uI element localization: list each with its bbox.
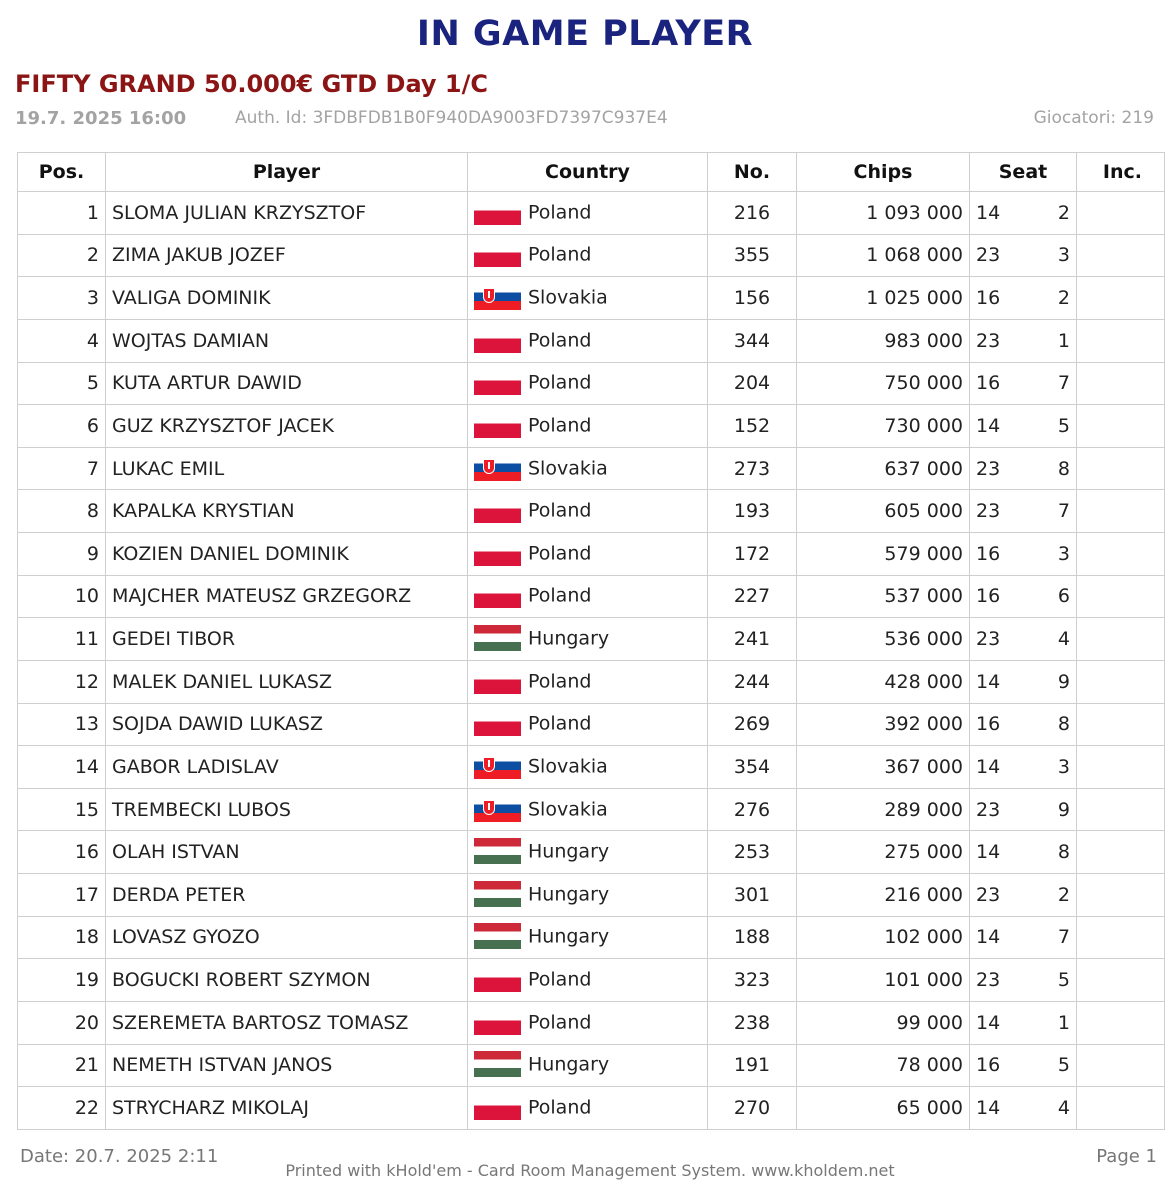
- row-seat: [970, 277, 1077, 320]
- row-pos: 14: [18, 746, 106, 789]
- row-chips: 102 000: [797, 916, 970, 959]
- players-count: Giocatori: 219: [1033, 108, 1154, 128]
- row-table-number: 23: [976, 883, 1001, 906]
- row-number: 355: [708, 234, 797, 277]
- row-country: [468, 319, 708, 362]
- row-inc: [1077, 234, 1165, 277]
- row-chips: 216 000: [797, 874, 970, 917]
- header-row: [18, 153, 1165, 192]
- col-header-player: Player: [106, 153, 468, 192]
- row-table-number: 23: [976, 969, 1001, 992]
- table-row: [18, 916, 1165, 959]
- row-number: 216: [708, 192, 797, 235]
- row-seat: [970, 831, 1077, 874]
- row-inc: [1077, 192, 1165, 235]
- row-seat: [970, 660, 1077, 703]
- row-chips: 101 000: [797, 959, 970, 1002]
- row-country: [468, 788, 708, 831]
- row-seat: [970, 618, 1077, 661]
- row-seat-number: 5: [1057, 1054, 1070, 1077]
- row-chips: 730 000: [797, 405, 970, 448]
- table-row: [18, 362, 1165, 405]
- row-pos: 5: [18, 362, 106, 405]
- row-seat: [970, 874, 1077, 917]
- event-date: 19.7. 2025 16:00: [15, 108, 187, 129]
- row-table-number: 14: [976, 1011, 1001, 1034]
- row-player: OLAH ISTVAN: [106, 831, 468, 874]
- row-chips: 275 000: [797, 831, 970, 874]
- poland-flag-icon: [474, 668, 521, 694]
- slovakia-crest-icon: [483, 459, 495, 474]
- row-pos: 17: [18, 874, 106, 917]
- row-number: 253: [708, 831, 797, 874]
- row-player: MALEK DANIEL LUKASZ: [106, 660, 468, 703]
- row-pos: 11: [18, 618, 106, 661]
- poland-flag-icon: [474, 497, 521, 523]
- poland-flag-icon: [474, 412, 521, 438]
- poland-flag-icon: [474, 1094, 521, 1120]
- table-row: [18, 490, 1165, 533]
- row-number: 152: [708, 405, 797, 448]
- row-chips: 983 000: [797, 319, 970, 362]
- row-seat-number: 5: [1057, 969, 1070, 992]
- auth-id: Auth. Id: 3FDBFDB1B0F940DA9003FD7397C937E4: [235, 108, 668, 128]
- row-inc: [1077, 788, 1165, 831]
- row-player: ZIMA JAKUB JOZEF: [106, 234, 468, 277]
- slovakia-flag-icon: [474, 455, 521, 481]
- row-pos: 22: [18, 1087, 106, 1130]
- row-seat-number: 8: [1057, 841, 1070, 864]
- row-pos: 15: [18, 788, 106, 831]
- row-country: [468, 618, 708, 661]
- row-country-label: Poland: [528, 371, 592, 394]
- row-country-label: Hungary: [528, 925, 610, 948]
- row-seat-number: 7: [1057, 500, 1070, 523]
- row-seat: [970, 959, 1077, 1002]
- row-number: 193: [708, 490, 797, 533]
- row-pos: 7: [18, 447, 106, 490]
- row-country-label: Poland: [528, 1096, 592, 1119]
- row-country: [468, 831, 708, 874]
- hungary-flag-icon: [474, 923, 521, 949]
- row-player: GABOR LADISLAV: [106, 746, 468, 789]
- table-row: [18, 1044, 1165, 1087]
- row-seat-number: 7: [1057, 926, 1070, 949]
- table-row: [18, 533, 1165, 576]
- row-seat-number: 2: [1057, 201, 1070, 224]
- table-row: [18, 1001, 1165, 1044]
- row-player: WOJTAS DAMIAN: [106, 319, 468, 362]
- hungary-flag-icon: [474, 838, 521, 864]
- hungary-flag-icon: [474, 881, 521, 907]
- row-seat-number: 8: [1057, 457, 1070, 480]
- row-number: 188: [708, 916, 797, 959]
- row-table-number: 16: [976, 372, 1001, 395]
- row-country-label: Hungary: [528, 1053, 610, 1076]
- row-player: GEDEI TIBOR: [106, 618, 468, 661]
- table-row: [18, 874, 1165, 917]
- row-pos: 1: [18, 192, 106, 235]
- slovakia-flag-icon: [474, 796, 521, 822]
- footer-printed-by: Printed with kHold'em - Card Room Management System. www.kholdem.net: [285, 1161, 895, 1180]
- row-seat: [970, 192, 1077, 235]
- row-seat: [970, 490, 1077, 533]
- row-table-number: 23: [976, 457, 1001, 480]
- row-player: SZEREMETA BARTOSZ TOMASZ: [106, 1001, 468, 1044]
- row-country-label: Slovakia: [528, 755, 608, 778]
- table-row: [18, 234, 1165, 277]
- results-table: [17, 152, 1165, 1130]
- row-pos: 16: [18, 831, 106, 874]
- row-inc: [1077, 959, 1165, 1002]
- table-row: [18, 746, 1165, 789]
- row-seat-number: 4: [1057, 628, 1070, 651]
- row-number: 276: [708, 788, 797, 831]
- poland-flag-icon: [474, 540, 521, 566]
- row-country-label: Poland: [528, 201, 592, 224]
- row-table-number: 16: [976, 1054, 1001, 1077]
- row-table-number: 23: [976, 244, 1001, 267]
- row-seat-number: 7: [1057, 372, 1070, 395]
- row-player: KAPALKA KRYSTIAN: [106, 490, 468, 533]
- row-inc: [1077, 703, 1165, 746]
- hungary-flag-icon: [474, 625, 521, 651]
- row-country-label: Poland: [528, 670, 592, 693]
- col-header-pos: Pos.: [18, 153, 106, 192]
- row-seat: [970, 319, 1077, 362]
- row-inc: [1077, 746, 1165, 789]
- row-player: TREMBECKI LUBOS: [106, 788, 468, 831]
- row-seat: [970, 234, 1077, 277]
- results-body: [18, 192, 1165, 1130]
- table-row: [18, 703, 1165, 746]
- row-chips: 1 093 000: [797, 192, 970, 235]
- report-title: IN GAME PLAYER: [416, 14, 754, 54]
- row-country: [468, 1001, 708, 1044]
- poland-flag-icon: [474, 327, 521, 353]
- row-seat-number: 9: [1057, 670, 1070, 693]
- row-seat-number: 8: [1057, 713, 1070, 736]
- slovakia-flag-icon: [474, 753, 521, 779]
- row-player: SLOMA JULIAN KRZYSZTOF: [106, 192, 468, 235]
- row-country: [468, 1087, 708, 1130]
- row-number: 204: [708, 362, 797, 405]
- row-chips: 99 000: [797, 1001, 970, 1044]
- row-chips: 367 000: [797, 746, 970, 789]
- row-player: STRYCHARZ MIKOLAJ: [106, 1087, 468, 1130]
- row-number: 301: [708, 874, 797, 917]
- slovakia-flag-icon: [474, 284, 521, 310]
- row-pos: 2: [18, 234, 106, 277]
- table-row: [18, 660, 1165, 703]
- row-inc: [1077, 1087, 1165, 1130]
- row-inc: [1077, 447, 1165, 490]
- row-table-number: 16: [976, 713, 1001, 736]
- row-chips: 536 000: [797, 618, 970, 661]
- row-pos: 8: [18, 490, 106, 533]
- row-chips: 750 000: [797, 362, 970, 405]
- row-table-number: 16: [976, 542, 1001, 565]
- row-country: [468, 660, 708, 703]
- row-seat-number: 6: [1057, 585, 1070, 608]
- row-number: 172: [708, 533, 797, 576]
- row-seat: [970, 1001, 1077, 1044]
- row-inc: [1077, 405, 1165, 448]
- col-header-inc: Inc.: [1077, 153, 1165, 192]
- row-chips: 289 000: [797, 788, 970, 831]
- row-seat: [970, 703, 1077, 746]
- row-country-label: Slovakia: [528, 286, 608, 309]
- row-player: NEMETH ISTVAN JANOS: [106, 1044, 468, 1087]
- poland-flag-icon: [474, 369, 521, 395]
- row-table-number: 14: [976, 201, 1001, 224]
- row-country: [468, 746, 708, 789]
- table-row: [18, 788, 1165, 831]
- table-row: [18, 277, 1165, 320]
- row-chips: 579 000: [797, 533, 970, 576]
- row-pos: 13: [18, 703, 106, 746]
- row-seat: [970, 533, 1077, 576]
- row-country: [468, 490, 708, 533]
- row-table-number: 16: [976, 585, 1001, 608]
- row-pos: 9: [18, 533, 106, 576]
- row-country-label: Poland: [528, 243, 592, 266]
- poland-flag-icon: [474, 710, 521, 736]
- row-player: BOGUCKI ROBERT SZYMON: [106, 959, 468, 1002]
- row-chips: 428 000: [797, 660, 970, 703]
- row-player: SOJDA DAWID LUKASZ: [106, 703, 468, 746]
- row-inc: [1077, 1044, 1165, 1087]
- row-table-number: 14: [976, 926, 1001, 949]
- row-number: 344: [708, 319, 797, 362]
- row-seat: [970, 362, 1077, 405]
- row-table-number: 14: [976, 755, 1001, 778]
- row-seat-number: 3: [1057, 542, 1070, 565]
- row-country: [468, 959, 708, 1002]
- row-number: 273: [708, 447, 797, 490]
- row-number: 323: [708, 959, 797, 1002]
- row-number: 244: [708, 660, 797, 703]
- row-table-number: 23: [976, 798, 1001, 821]
- row-pos: 21: [18, 1044, 106, 1087]
- row-player: MAJCHER MATEUSZ GRZEGORZ: [106, 575, 468, 618]
- row-table-number: 23: [976, 329, 1001, 352]
- slovakia-crest-icon: [483, 800, 495, 815]
- row-seat: [970, 788, 1077, 831]
- row-inc: [1077, 490, 1165, 533]
- row-player: KUTA ARTUR DAWID: [106, 362, 468, 405]
- row-chips: 78 000: [797, 1044, 970, 1087]
- row-pos: 3: [18, 277, 106, 320]
- row-table-number: 14: [976, 1097, 1001, 1120]
- row-seat-number: 5: [1057, 414, 1070, 437]
- row-country-label: Poland: [528, 1011, 592, 1034]
- row-player: LOVASZ GYOZO: [106, 916, 468, 959]
- row-seat: [970, 405, 1077, 448]
- row-inc: [1077, 831, 1165, 874]
- row-number: 354: [708, 746, 797, 789]
- row-chips: 1 025 000: [797, 277, 970, 320]
- row-country-label: Poland: [528, 329, 592, 352]
- row-seat: [970, 916, 1077, 959]
- row-country: [468, 703, 708, 746]
- row-player: LUKAC EMIL: [106, 447, 468, 490]
- row-country-label: Slovakia: [528, 457, 608, 480]
- row-inc: [1077, 362, 1165, 405]
- row-number: 241: [708, 618, 797, 661]
- row-seat-number: 1: [1057, 1011, 1070, 1034]
- row-table-number: 16: [976, 287, 1001, 310]
- col-header-seat: Seat: [970, 153, 1077, 192]
- row-inc: [1077, 660, 1165, 703]
- row-country: [468, 916, 708, 959]
- row-chips: 1 068 000: [797, 234, 970, 277]
- row-inc: [1077, 916, 1165, 959]
- poland-flag-icon: [474, 1009, 521, 1035]
- footer-date: Date: 20.7. 2025 2:11: [20, 1146, 219, 1167]
- poland-flag-icon: [474, 199, 521, 225]
- row-pos: 12: [18, 660, 106, 703]
- slovakia-crest-icon: [483, 288, 495, 303]
- row-seat: [970, 1044, 1077, 1087]
- table-row: [18, 618, 1165, 661]
- row-country: [468, 575, 708, 618]
- table-row: [18, 959, 1165, 1002]
- row-player: VALIGA DOMINIK: [106, 277, 468, 320]
- col-header-chips: Chips: [797, 153, 970, 192]
- row-country-label: Poland: [528, 968, 592, 991]
- row-table-number: 14: [976, 841, 1001, 864]
- row-country: [468, 405, 708, 448]
- row-pos: 20: [18, 1001, 106, 1044]
- row-player: DERDA PETER: [106, 874, 468, 917]
- page-number: Page 1: [1096, 1146, 1157, 1167]
- hungary-flag-icon: [474, 1051, 521, 1077]
- row-country-label: Poland: [528, 542, 592, 565]
- row-country: [468, 362, 708, 405]
- table-row: [18, 575, 1165, 618]
- row-seat-number: 3: [1057, 755, 1070, 778]
- row-country-label: Poland: [528, 712, 592, 735]
- row-number: 191: [708, 1044, 797, 1087]
- row-seat-number: 4: [1057, 1097, 1070, 1120]
- row-chips: 537 000: [797, 575, 970, 618]
- row-player: GUZ KRZYSZTOF JACEK: [106, 405, 468, 448]
- row-table-number: 23: [976, 628, 1001, 651]
- row-seat: [970, 746, 1077, 789]
- row-country: [468, 533, 708, 576]
- row-seat: [970, 1087, 1077, 1130]
- row-number: 156: [708, 277, 797, 320]
- table-row: [18, 447, 1165, 490]
- row-country-label: Slovakia: [528, 798, 608, 821]
- row-country: [468, 447, 708, 490]
- row-table-number: 23: [976, 500, 1001, 523]
- row-inc: [1077, 277, 1165, 320]
- table-row: [18, 319, 1165, 362]
- row-pos: 4: [18, 319, 106, 362]
- row-chips: 65 000: [797, 1087, 970, 1130]
- row-seat-number: 1: [1057, 329, 1070, 352]
- row-chips: 605 000: [797, 490, 970, 533]
- row-seat: [970, 575, 1077, 618]
- row-seat-number: 2: [1057, 883, 1070, 906]
- table-row: [18, 1087, 1165, 1130]
- row-number: 269: [708, 703, 797, 746]
- row-seat-number: 2: [1057, 287, 1070, 310]
- row-country-label: Hungary: [528, 883, 610, 906]
- row-pos: 19: [18, 959, 106, 1002]
- row-seat-number: 3: [1057, 244, 1070, 267]
- table-row: [18, 405, 1165, 448]
- row-table-number: 14: [976, 414, 1001, 437]
- row-pos: 10: [18, 575, 106, 618]
- event-name: FIFTY GRAND 50.000€ GTD Day 1/C: [15, 70, 488, 98]
- row-pos: 18: [18, 916, 106, 959]
- row-number: 238: [708, 1001, 797, 1044]
- row-table-number: 14: [976, 670, 1001, 693]
- slovakia-crest-icon: [483, 757, 495, 772]
- col-header-no: No.: [708, 153, 797, 192]
- table-row: [18, 192, 1165, 235]
- row-pos: 6: [18, 405, 106, 448]
- row-country: [468, 1044, 708, 1087]
- poland-flag-icon: [474, 966, 521, 992]
- col-header-country: Country: [468, 153, 708, 192]
- row-chips: 637 000: [797, 447, 970, 490]
- row-player: KOZIEN DANIEL DOMINIK: [106, 533, 468, 576]
- row-chips: 392 000: [797, 703, 970, 746]
- row-country-label: Hungary: [528, 840, 610, 863]
- poland-flag-icon: [474, 241, 521, 267]
- row-country-label: Poland: [528, 499, 592, 522]
- row-seat: [970, 447, 1077, 490]
- row-number: 227: [708, 575, 797, 618]
- row-inc: [1077, 618, 1165, 661]
- row-inc: [1077, 874, 1165, 917]
- row-country: [468, 192, 708, 235]
- row-inc: [1077, 319, 1165, 362]
- row-inc: [1077, 575, 1165, 618]
- row-number: 270: [708, 1087, 797, 1130]
- row-country: [468, 277, 708, 320]
- row-country: [468, 234, 708, 277]
- table-row: [18, 831, 1165, 874]
- row-seat-number: 9: [1057, 798, 1070, 821]
- row-country-label: Hungary: [528, 627, 610, 650]
- row-inc: [1077, 533, 1165, 576]
- row-country-label: Poland: [528, 414, 592, 437]
- poland-flag-icon: [474, 582, 521, 608]
- row-inc: [1077, 1001, 1165, 1044]
- row-country: [468, 874, 708, 917]
- row-country-label: Poland: [528, 584, 592, 607]
